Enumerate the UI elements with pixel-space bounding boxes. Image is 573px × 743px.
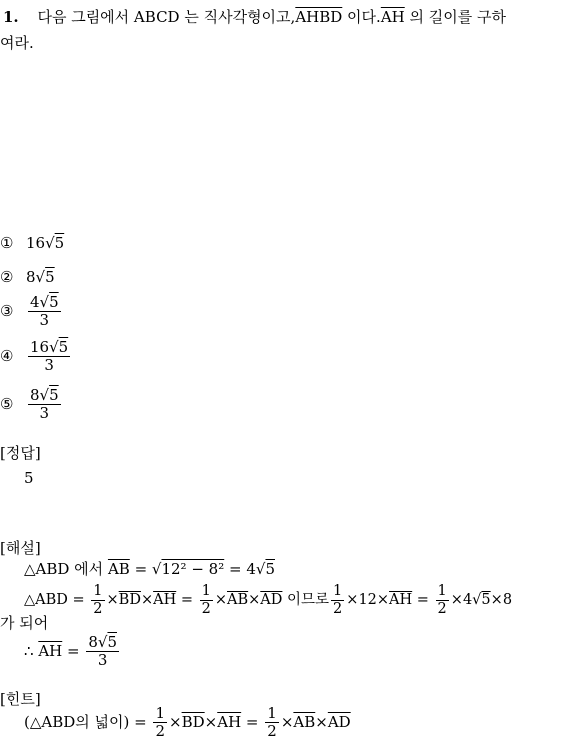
sqrt-icon: √ <box>45 234 55 252</box>
explanation-line-4: ∴ $\overline{AH}$ = $\frac{8√5}{3}$ <box>24 633 117 670</box>
choice-2[interactable] <box>0 268 55 286</box>
half-fraction: $\frac{1}{2}$ <box>201 583 211 617</box>
therefore: ∴ <box>24 641 39 660</box>
choice-coef: 8 <box>26 268 36 286</box>
sqrt-icon: √ <box>255 560 266 578</box>
segment-ah: $\overline{AH}$ <box>217 712 242 731</box>
choice-5[interactable] <box>0 387 63 423</box>
choice-mark: ② <box>0 268 14 286</box>
choice-mark: ③ <box>0 301 14 320</box>
numerator-radicand: 5 <box>49 386 59 404</box>
segment-bd: $\overline{BD}$ <box>118 592 141 609</box>
denominator: 3 <box>39 311 50 330</box>
segment-bd: $\overline{BD}$ <box>181 712 205 731</box>
hint-header: [힌트] <box>0 690 41 708</box>
segment-ah: $\overline{AH}$ <box>389 592 413 609</box>
choice-radicand: 5 <box>45 268 55 286</box>
choice-radicand: 5 <box>54 234 65 252</box>
number: 12 <box>358 592 377 609</box>
segment-ad: $\overline{AD}$ <box>260 592 283 609</box>
number: 8 <box>502 592 513 609</box>
segment-ahbd: AHBD <box>295 8 343 26</box>
segment-ah: $\overline{AH}$ <box>38 641 63 660</box>
explanation-line-2: △ABD = $\frac{1}{2}$ $\times\overline{BD}\times\overline{AH}$ = $\frac{1}{2}$ $\times\overline{AB}\times\overline{AD}$ 이므로 $\frac{1}{2}$ $\times 12\times\overline{AH}$ = $\frac{1}{2}$ ×4√5×8 <box>24 583 513 617</box>
half-fraction: $\frac{1}{2}$ <box>155 704 166 741</box>
explanation-header: [해설] <box>0 539 41 557</box>
fraction: $\frac{4√5}{3}$ <box>30 293 59 330</box>
question-text: 다음 그림에서 ABCD 는 직사각형이고, <box>37 8 296 26</box>
answer-header: [정답] <box>0 444 41 462</box>
half-fraction: $\frac{1}{2}$ <box>437 583 447 617</box>
segment-ad: $\overline{AD}$ <box>327 712 351 731</box>
equals: = <box>129 560 152 578</box>
half-fraction: $\frac{1}{2}$ <box>93 583 103 617</box>
half-fraction: $\frac{1}{2}$ <box>333 583 343 617</box>
choice-mark: ⑤ <box>0 394 14 413</box>
answer-value: 5 <box>24 469 34 487</box>
explanation-line-1 <box>24 558 275 579</box>
numerator-coef: 8 <box>30 386 40 404</box>
question-text-end: 의 길이를 구하 <box>404 8 506 26</box>
segment-ah: $\overline{AH}$ <box>380 8 405 26</box>
expl-text: △ABD = <box>24 592 90 609</box>
segment-ab: $\overline{AB}$ <box>293 712 316 731</box>
hint-line: (△ABD의 넓이) = $\frac{1}{2}$ $\times\overline{BD}\times\overline{AH}$ = $\frac{1}{2}$ $\times\overline{AB}\times\overline{AD}$ <box>24 704 351 741</box>
fraction: $\frac{8√5}{3}$ <box>88 633 117 670</box>
radicand: 12² − 8² <box>161 560 225 578</box>
choice-4[interactable] <box>0 339 72 375</box>
segment-ah: $\overline{AH}$ <box>153 592 177 609</box>
numerator-radicand: 5 <box>58 338 69 356</box>
question-line-2: 여라. <box>0 34 34 52</box>
numerator-coef: 4 <box>30 293 40 311</box>
result-radicand: 5 <box>265 560 275 578</box>
number: 4 <box>462 592 473 609</box>
segment-ab: $\overline{AB}$ <box>227 592 249 609</box>
question-number: 1. <box>3 8 19 26</box>
explanation-line-3: 가 되어 <box>0 614 49 632</box>
choice-1[interactable] <box>0 234 64 252</box>
denominator: 3 <box>39 404 50 423</box>
denominator: 3 <box>44 356 54 375</box>
fraction: $\frac{8√5}{3}$ <box>30 386 59 423</box>
sqrt-icon: √ <box>35 268 46 286</box>
expl-text: 이므로 <box>282 592 330 609</box>
numerator-radicand: 5 <box>49 293 59 311</box>
figure-placeholder <box>0 72 573 222</box>
result: = 4 <box>224 560 256 578</box>
radicand: 5 <box>481 592 491 609</box>
sqrt-icon: √ <box>151 560 162 578</box>
question-line-1 <box>3 6 506 27</box>
question-text-mid: 이다. <box>342 8 381 26</box>
hint-text: (△ABD의 넓이) = <box>24 712 152 731</box>
choice-coef: 16 <box>26 234 46 252</box>
choice-mark: ① <box>0 234 14 252</box>
fraction: $\frac{16√5}{3}$ <box>30 338 69 375</box>
half-fraction: $\frac{1}{2}$ <box>267 704 277 741</box>
segment-ab: $\overline{AB}$ <box>107 560 130 578</box>
expl-text: △ABD 에서 <box>24 560 108 578</box>
choice-mark: ④ <box>0 346 14 365</box>
choice-3[interactable] <box>0 294 63 330</box>
numerator-coef: 16 <box>30 338 50 356</box>
